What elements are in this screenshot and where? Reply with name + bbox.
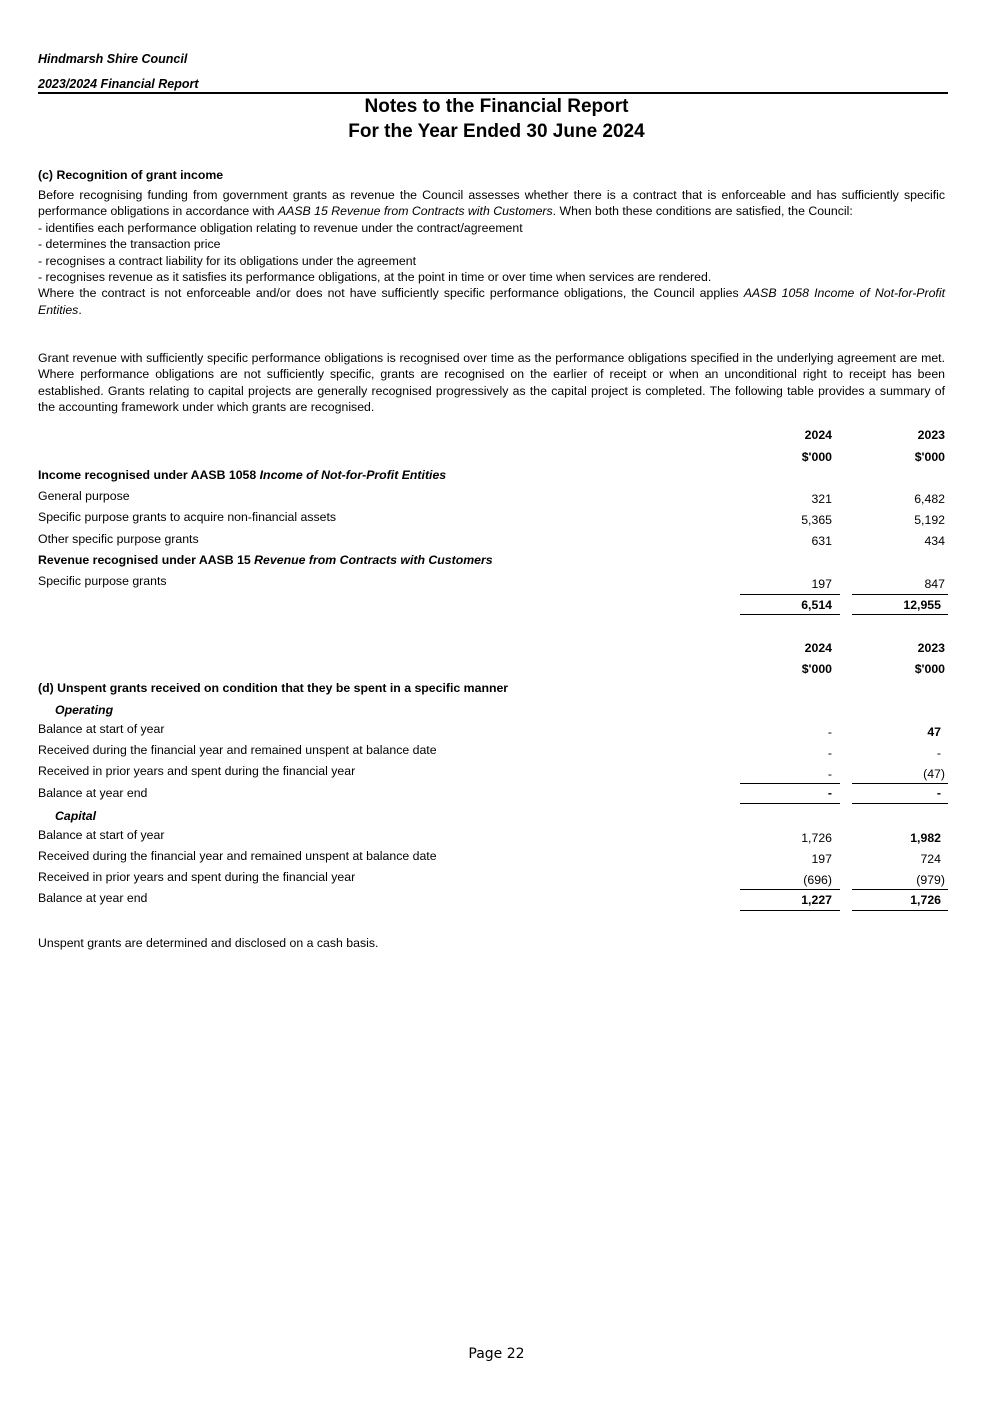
table-row-value-2024: 1,227 xyxy=(801,893,832,907)
col-year-2024: 2024 xyxy=(804,428,832,442)
subtotal-rule xyxy=(740,783,840,784)
aasb15-heading-ref: Revenue from Contracts with Customers xyxy=(254,553,493,567)
col-unit-2023: $'000 xyxy=(914,450,945,464)
table-row-value-2024: - xyxy=(827,725,832,739)
total-rule xyxy=(852,803,948,804)
total-rule xyxy=(740,803,840,804)
table-row-value-2024: - xyxy=(827,786,832,800)
table-row-value-2024: 1,726 xyxy=(801,831,832,845)
aasb1058-group-heading xyxy=(38,468,446,482)
total-rule xyxy=(852,614,948,615)
section-c-body xyxy=(38,187,945,318)
table-row-value-2024: 631 xyxy=(811,534,832,548)
para-2-text-a: Where the contract is not enforceable and/or does not have sufficiently specific performance obligations, the Council applies xyxy=(38,286,744,301)
subtotal-rule xyxy=(740,889,840,890)
table-row-label: Balance at year end xyxy=(38,786,148,800)
table-row-label: Received in prior years and spent during the financial year xyxy=(38,870,356,884)
table-row-value-2023: 724 xyxy=(920,852,941,866)
table-row-value-2023: 1,726 xyxy=(910,893,941,907)
bullet-item: - recognises a contract liability for its obligations under the agreement xyxy=(38,253,416,268)
table-row-label: Balance at start of year xyxy=(38,828,165,842)
section-d-heading: (d) Unspent grants received on condition that they be spent in a specific manner xyxy=(38,681,509,695)
table-row-value-2023: 434 xyxy=(924,534,945,548)
table-row-value-2023: (979) xyxy=(916,873,945,887)
table-row-label: Balance at start of year xyxy=(38,722,165,736)
col-unit-2023: $'000 xyxy=(914,662,945,676)
report-name: 2023/2024 Financial Report xyxy=(38,77,199,91)
table-row-value-2023: 847 xyxy=(924,577,945,591)
organisation-name: Hindmarsh Shire Council xyxy=(38,52,188,66)
para-1 xyxy=(38,187,945,220)
header-rule xyxy=(38,92,948,94)
table-row-label: Balance at year end xyxy=(38,891,148,905)
table-row-value-2024: 321 xyxy=(811,492,832,506)
total-rule xyxy=(740,910,840,911)
col-year-2023: 2023 xyxy=(917,428,945,442)
table-row-value-2024: 5,365 xyxy=(801,513,832,527)
para-2-standard-ref: AASB 1058 Income of Not-for-Profit Entities xyxy=(38,286,945,317)
para-1-text-b: . When both these conditions are satisfied, the Council: xyxy=(552,204,853,219)
page-title: Notes to the Financial Report xyxy=(364,96,629,117)
aasb1058-heading-ref: Income of Not-for-Profit Entities xyxy=(259,468,447,482)
table-row-value-2024: 197 xyxy=(811,577,832,591)
col-unit-2024: $'000 xyxy=(801,662,832,676)
bullet-item: - recognises revenue as it satisfies its performance obligations, at the point in time or over time when services are rendered. xyxy=(38,270,712,285)
subtotal-rule xyxy=(852,889,948,890)
table-row-value-2023: 47 xyxy=(927,725,941,739)
para-1-text-a: Before recognising funding from government grants as revenue the Council assesses whether there is a contract that is enforceable and has sufficiently specific performance obligations in accordance with xyxy=(38,188,945,219)
capital-heading: Capital xyxy=(55,809,96,823)
bullet-item: - identifies each performance obligation relating to revenue under the contract/agreement xyxy=(38,220,523,235)
table-row-value-2023: - xyxy=(936,786,941,800)
subtotal-rule xyxy=(740,594,840,595)
table-row-value-2024: 197 xyxy=(811,852,832,866)
table-row-value-2024: - xyxy=(827,767,832,781)
table-row-value-2023: 5,192 xyxy=(914,513,945,527)
col-year-2023: 2023 xyxy=(917,641,945,655)
table-row-value-2023: - xyxy=(936,746,941,760)
table-row-label: Specific purpose grants to acquire non-financial assets xyxy=(38,510,337,524)
bullet-item: - determines the transaction price xyxy=(38,237,221,252)
table-row-value-2024: (696) xyxy=(803,873,832,887)
page-subtitle: For the Year Ended 30 June 2024 xyxy=(348,121,645,142)
col-unit-2024: $'000 xyxy=(801,450,832,464)
aasb15-group-heading xyxy=(38,553,493,567)
total-rule xyxy=(852,910,948,911)
table-row-label: Received during the financial year and remained unspent at balance date xyxy=(38,849,437,863)
table-row-label: Received during the financial year and remained unspent at balance date xyxy=(38,743,437,757)
total-2023: 12,955 xyxy=(903,598,941,612)
table-row-value-2024: - xyxy=(827,746,832,760)
para-2-text-b: . xyxy=(78,302,82,317)
para-3: Grant revenue with sufficiently specific performance obligations is recognised over time as the performance obligations specified in the underlying agreement are met. Where performance obligations are not sufficiently specific, grants are recognised on the earlier of receipt or when an unconditional right to receipt has been established. Grants relating to capital projects are generally recognised progressively as the capital project is completed. The following table provides a summary of the accounting framework under which grants are recognised. xyxy=(38,351,945,415)
table-row-value-2023: (47) xyxy=(923,767,945,781)
para-1-standard-ref: AASB 15 Revenue from Contracts with Customers xyxy=(277,204,553,219)
section-c-heading: (c) Recognition of grant income xyxy=(38,168,224,182)
total-rule xyxy=(740,614,840,615)
table-row-label: Received in prior years and spent during the financial year xyxy=(38,764,356,778)
table-row-value-2023: 6,482 xyxy=(914,492,945,506)
table-row-value-2023: 1,982 xyxy=(910,831,941,845)
unspent-grants-note: Unspent grants are determined and disclosed on a cash basis. xyxy=(38,936,379,950)
total-2024: 6,514 xyxy=(801,598,832,612)
table-row-label: Specific purpose grants xyxy=(38,574,167,588)
subtotal-rule xyxy=(852,594,948,595)
para-2 xyxy=(38,285,945,318)
table-row-label: Other specific purpose grants xyxy=(38,532,199,546)
page-number: Page 22 xyxy=(468,1346,525,1362)
col-year-2024: 2024 xyxy=(804,641,832,655)
operating-heading: Operating xyxy=(55,703,114,717)
subtotal-rule xyxy=(852,783,948,784)
table-row-label: General purpose xyxy=(38,489,130,503)
aasb1058-heading-text: Income recognised under AASB 1058 xyxy=(38,468,260,482)
aasb15-heading-text: Revenue recognised under AASB 15 xyxy=(38,553,255,567)
